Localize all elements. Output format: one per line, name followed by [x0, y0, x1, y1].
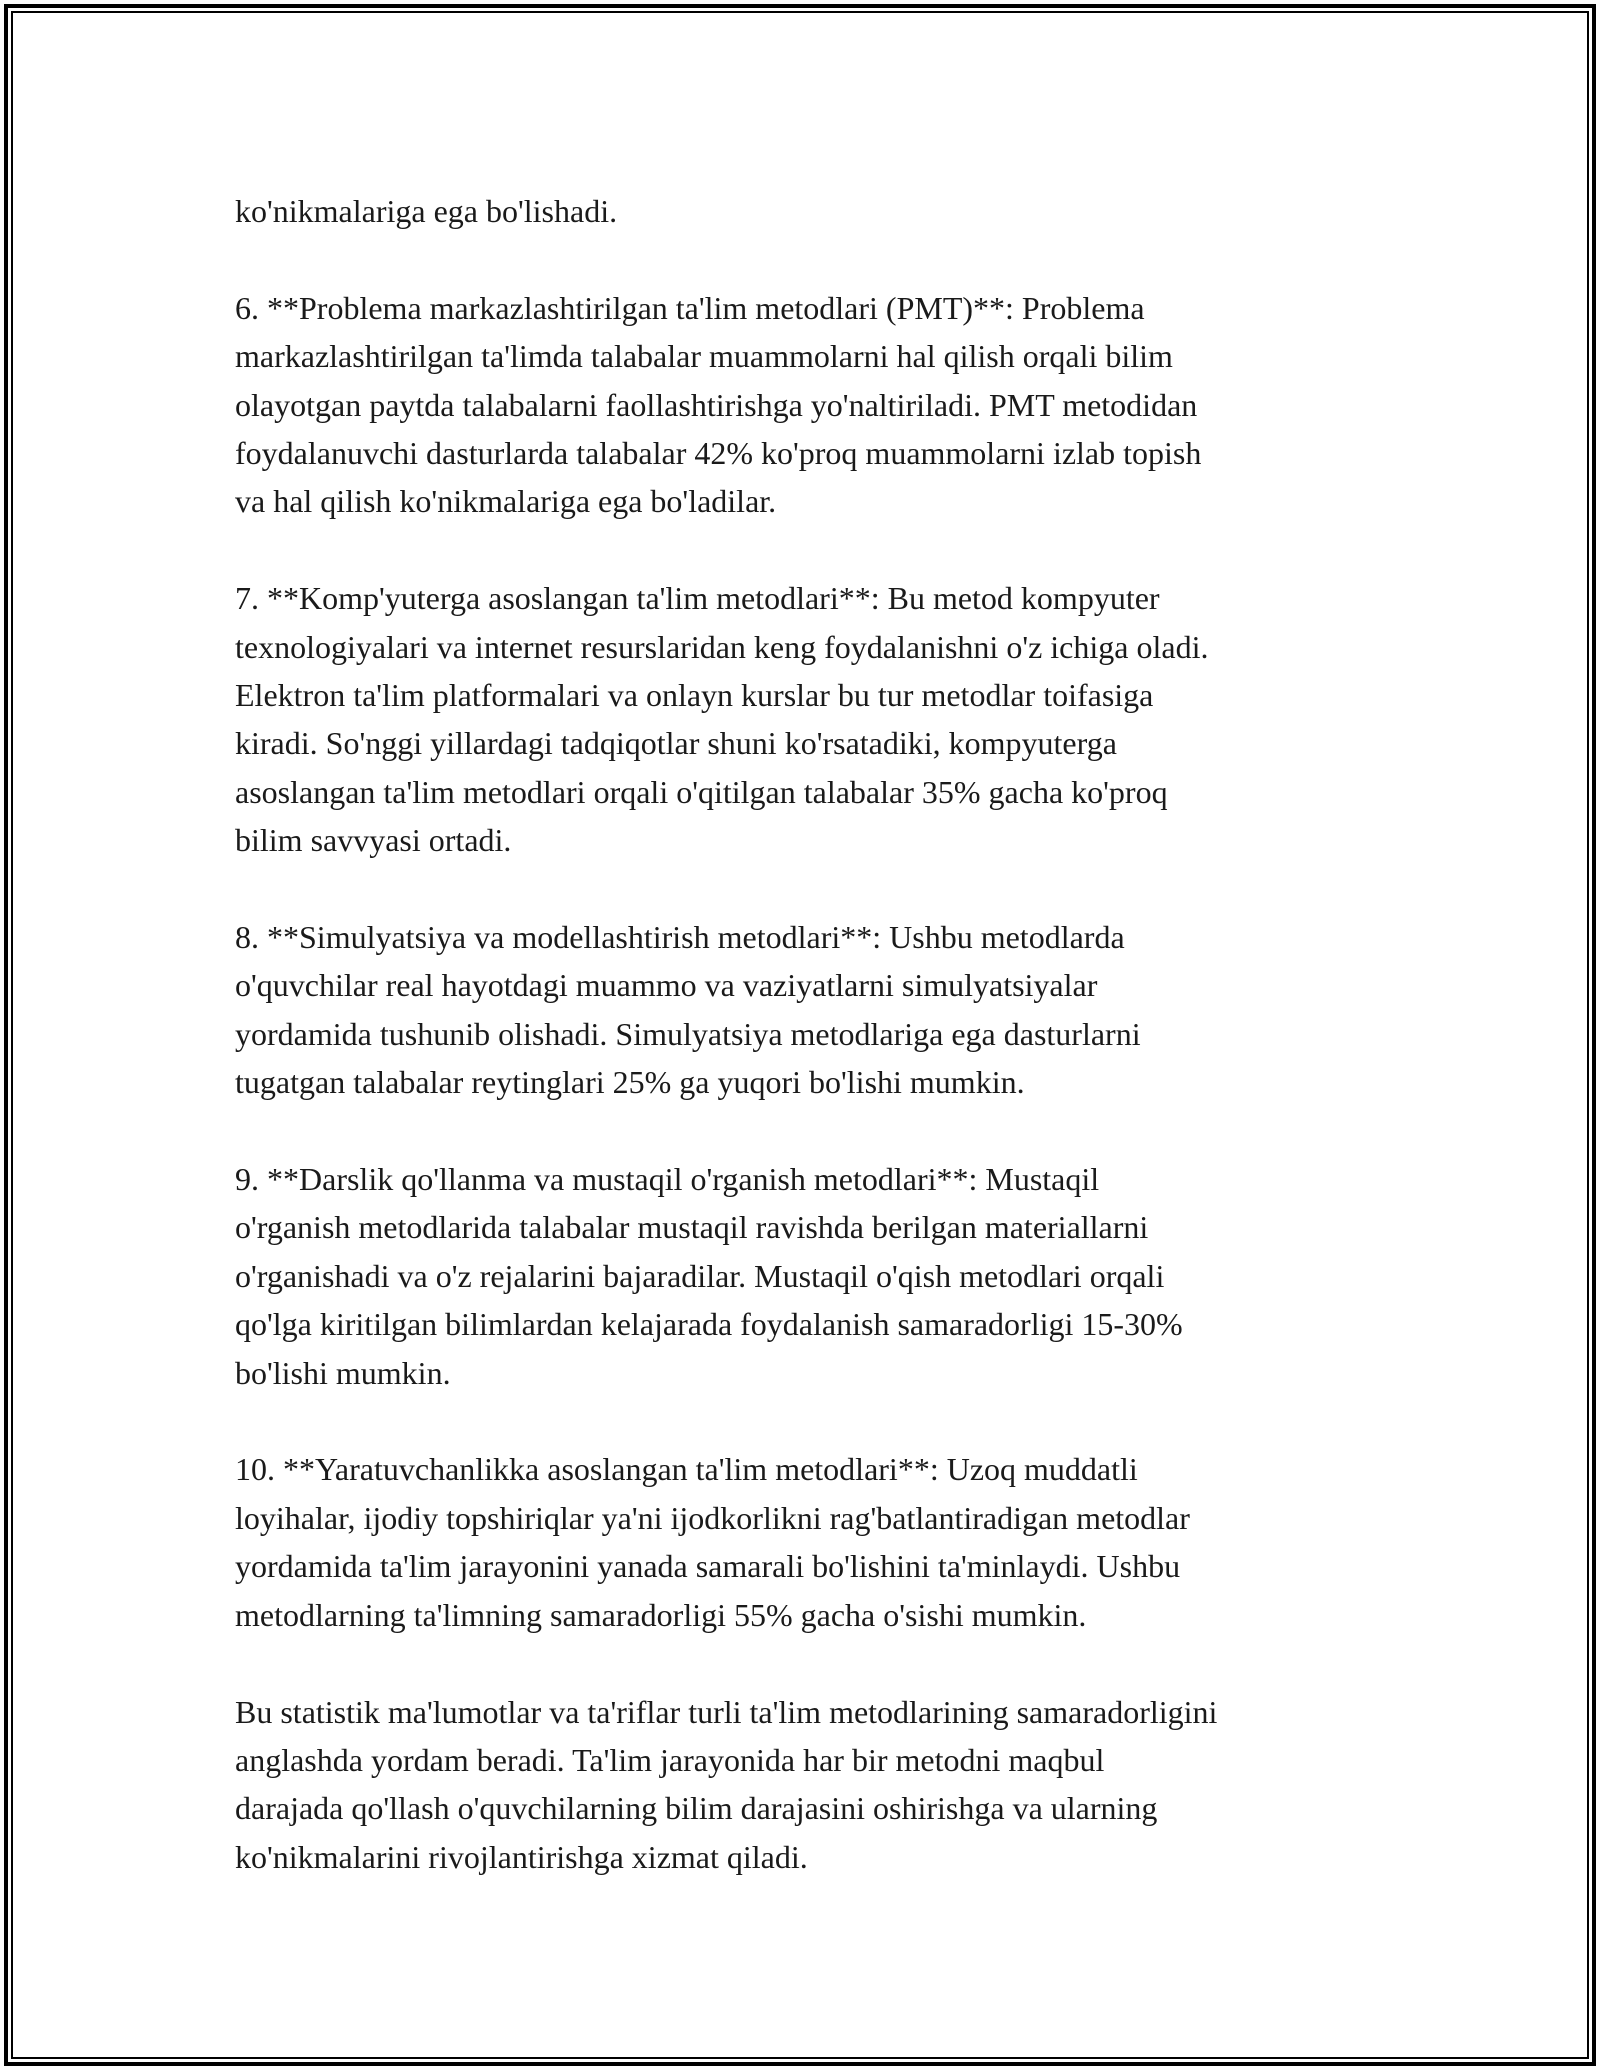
document-body [235, 187, 1415, 1881]
paragraph-item-9: 9. **Darslik qo'llanma va mustaqil o'rganish metodlari**: Mustaqil o'rganish metodlarida talabalar mustaqil ravishda berilgan materiallarni o'rganishadi va o'z rejalarini bajaradilar. Mustaqil o'qish metodlari orqali qo'lga kiritilgan bilimlardan kelajarada foydalanish samaradorligi 15-30% bo'lishi mumkin. [235, 1161, 1183, 1391]
paragraph-continuation: ko'nikmalariga ega bo'lishadi. [235, 193, 618, 229]
paragraph-item-10: 10. **Yaratuvchanlikka asoslangan ta'lim metodlari**: Uzoq muddatli loyihalar, ijodiy topshiriqlar ya'ni ijodkorlikni rag'batlantiradigan metodlar yordamida ta'lim jarayonini yanada samarali bo'lishini ta'minlaydi. Ushbu metodlarning ta'limning samaradorligi 55% gacha o'sishi mumkin. [235, 1451, 1190, 1633]
paragraph-item-8: 8. **Simulyatsiya va modellashtirish metodlari**: Ushbu metodlarda o'quvchilar real hayotdagi muammo va vaziyatlarni simulyatsiyalar yordamida tushunib olishadi. Simulyatsiya metodlariga ega dasturlarni tugatgan talabalar reytinglari 25% ga yuqori bo'lishi mumkin. [235, 919, 1141, 1101]
paragraph-item-7: 7. **Komp'yuterga asoslangan ta'lim metodlari**: Bu metod kompyuter texnologiyalari va internet resurslaridan keng foydalanishni o'z ichiga oladi. Elektron ta'lim platformalari va onlayn kurslar bu tur metodlar toifasiga kiradi. So'nggi yillardagi tadqiqotlar shuni ko'rsatadiki, kompyuterga asoslangan ta'lim metodlari orqali o'qitilgan talabalar 35% gacha ko'proq bilim savvyasi ortadi. [235, 580, 1209, 859]
paragraph-conclusion: Bu statistik ma'lumotlar va ta'riflar turli ta'lim metodlarining samaradorligini anglashda yordam beradi. Ta'lim jarayonida har bir metodni maqbul darajada qo'llash o'quvchilarning bilim darajasini oshirishga va ularning ko'nikmalarini rivojlantirishga xizmat qiladi. [235, 1693, 1218, 1875]
paragraph-item-6: 6. **Problema markazlashtirilgan ta'lim metodlari (PMT)**: Problema markazlashtirilgan ta'limda talabalar muammolarni hal qilish orqali bilim olayotgan paytda talabalarni faollashtirishga yo'naltiriladi. PMT metodidan foydalanuvchi dasturlarda talabalar 42% ko'proq muammolarni izlab topish va hal qilish ko'nikmalariga ega bo'ladilar. [235, 289, 1202, 520]
